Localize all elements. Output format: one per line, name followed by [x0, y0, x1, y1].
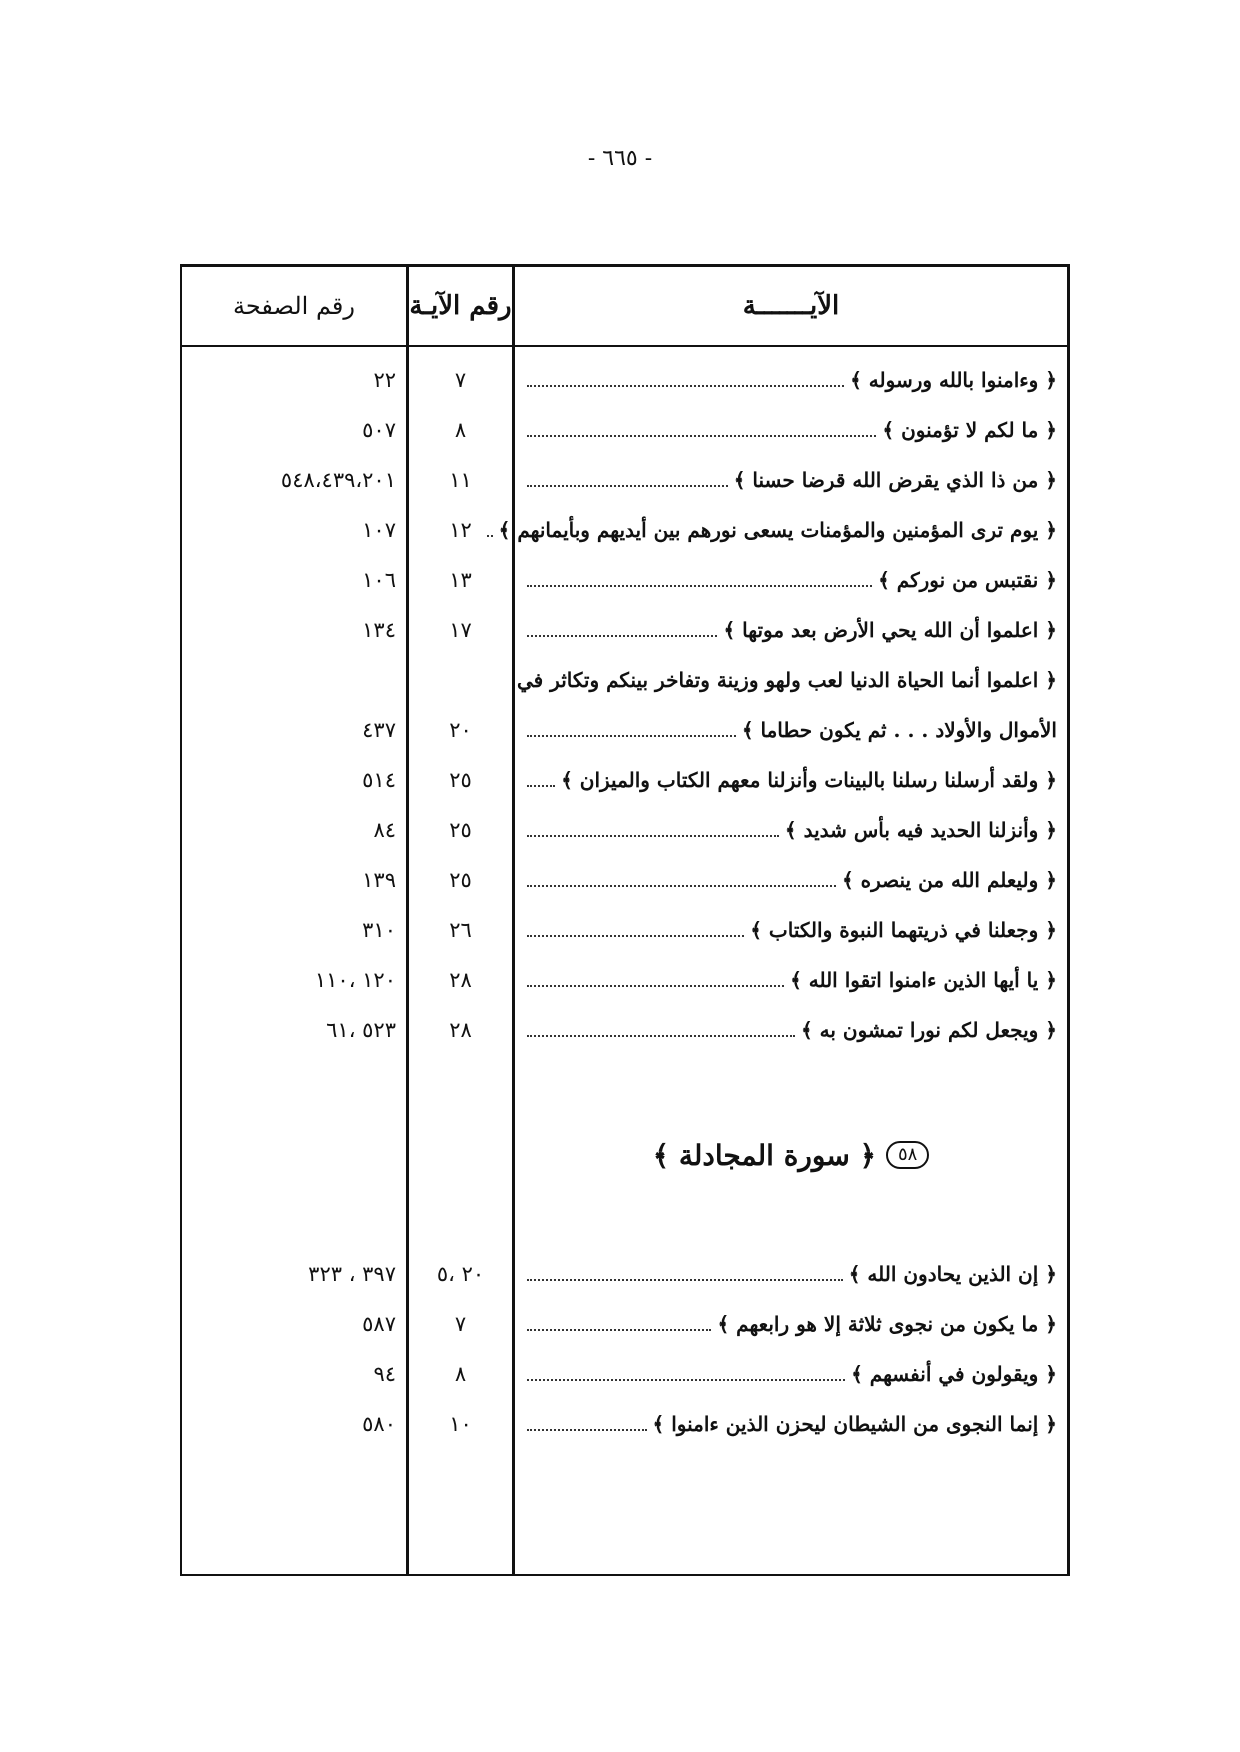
ayah-number: ١٧ [449, 618, 472, 642]
table-row [182, 1005, 1067, 1055]
page-ref: ١٢٠ ،١١٠ [314, 968, 396, 992]
header-divider [182, 345, 1067, 347]
verse-text: ﴿ نقتبس من نوركم ﴾ [878, 568, 1057, 592]
surah-title: ﴿ سورة المجادلة ﴾ [652, 1138, 876, 1172]
dot-leader [527, 1035, 795, 1037]
dot-leader [527, 435, 876, 437]
table-row [182, 455, 1067, 505]
page-ref: ٥٤٨،٤٣٩،٢٠١ [280, 468, 396, 492]
ayah-number: ٨ [454, 418, 467, 442]
verse-cell [527, 955, 1057, 1005]
dot-leader [527, 1279, 843, 1281]
header-ayah-number: رقم الآيـة [409, 291, 512, 321]
dot-leader [527, 1429, 647, 1431]
table-row [182, 955, 1067, 1005]
verse-text: ﴿ وجعلنا في ذريتهما النبوة والكتاب ﴾ [750, 918, 1057, 942]
verse-text: الأموال والأولاد . . . ثم يكون حطاما ﴾ [741, 718, 1057, 742]
verse-cell [527, 1299, 1057, 1349]
dot-leader [527, 885, 836, 887]
dot-leader [527, 635, 717, 637]
table-row [182, 855, 1067, 905]
page-ref: ٥٢٣ ،٦١ [326, 1018, 396, 1042]
dot-leader [527, 485, 728, 487]
table-row [182, 805, 1067, 855]
dot-leader [527, 1329, 711, 1331]
table-row [182, 1349, 1067, 1399]
page-number: - ٦٦٥ - [587, 146, 653, 171]
table-row [182, 655, 1067, 705]
verse-cell [527, 555, 1057, 605]
page-ref: ٥٨٠ [362, 1412, 396, 1436]
table-row [182, 1399, 1067, 1449]
verse-text: ﴿ يا أيها الذين ءامنوا اتقوا الله ﴾ [790, 968, 1057, 992]
verse-cell [527, 355, 1057, 405]
ayah-number: ٢٨ [449, 968, 472, 992]
verse-cell [498, 505, 1057, 555]
verse-text: ﴿ ما يكون من نجوى ثلاثة إلا هو رابعهم ﴾ [717, 1312, 1057, 1336]
page-ref: ١٣٩ [362, 868, 396, 892]
verse-cell [527, 1005, 1057, 1055]
verse-text: ﴿ ولقد أرسلنا رسلنا بالبينات وأنزلنا معهم الكتاب والميزان ﴾ [561, 768, 1057, 792]
dot-leader [527, 385, 844, 387]
ayah-number: ٢٦ [449, 918, 472, 942]
verse-cell [527, 405, 1057, 455]
page-ref: ٥٨٧ [362, 1312, 396, 1336]
verse-text: ﴿ ويجعل لكم نورا تمشون به ﴾ [801, 1018, 1057, 1042]
page-ref: ٣٩٧ ، ٣٢٣ [308, 1262, 396, 1286]
table-row [182, 505, 1067, 555]
verse-text: ﴿ ما لكم لا تؤمنون ﴾ [882, 418, 1057, 442]
table-row [182, 605, 1067, 655]
ayah-number: ٢٠ [449, 718, 472, 742]
ayah-number: ٢٥ [449, 768, 472, 792]
header-verse: الآيـــــــة [742, 291, 840, 321]
verse-text: ﴿ وليعلم الله من ينصره ﴾ [841, 868, 1057, 892]
table-row [182, 355, 1067, 405]
verse-text: ﴿ من ذا الذي يقرض الله قرضا حسنا ﴾ [733, 468, 1057, 492]
dot-leader [527, 935, 744, 937]
verse-text: ﴿ اعلموا أن الله يحي الأرض بعد موتها ﴾ [723, 618, 1057, 642]
table-row [182, 555, 1067, 605]
verse-cell [527, 1399, 1057, 1449]
verse-cell [527, 905, 1057, 955]
ayah-number: ٢٥ [449, 818, 472, 842]
verse-cell [516, 655, 1057, 705]
page-ref: ٤٣٧ [362, 718, 396, 742]
verse-text: ﴿ وءامنوا بالله ورسوله ﴾ [850, 368, 1057, 392]
ayah-number: ١١ [449, 468, 472, 492]
ayah-number: ١٣ [449, 568, 472, 592]
ayah-number: ٧ [454, 368, 467, 392]
verse-text: ﴿ ويقولون في أنفسهم ﴾ [851, 1362, 1057, 1386]
dot-leader [527, 1379, 845, 1381]
surah-number-badge: ٥٨ [886, 1141, 929, 1169]
ayah-number: ١٠ [449, 1412, 472, 1436]
page-ref: ١٣٤ [362, 618, 396, 642]
verse-cell [527, 1349, 1057, 1399]
verse-index-table [180, 264, 1070, 1576]
verse-text: ﴿ وأنزلنا الحديد فيه بأس شديد ﴾ [784, 818, 1057, 842]
page-ref: ١٠٧ [362, 518, 396, 542]
ayah-number: ٢٠ ،٥ [436, 1262, 485, 1286]
ayah-number: ٧ [454, 1312, 467, 1336]
dot-leader [527, 835, 779, 837]
page-ref: ١٠٦ [362, 568, 396, 592]
verse-text: ﴿ اعلموا أنما الحياة الدنيا لعب ولهو وزينة وتفاخر بينكم وتكاثر في [516, 668, 1057, 692]
verse-cell [527, 605, 1057, 655]
verse-cell [527, 455, 1057, 505]
page-ref: ٩٤ [373, 1362, 396, 1386]
verse-text: ﴿ إنما النجوى من الشيطان ليحزن الذين ءامنوا ﴾ [652, 1412, 1057, 1436]
dot-leader [527, 985, 784, 987]
ayah-number: ١٢ [449, 518, 472, 542]
header-page-number: رقم الصفحة [233, 292, 355, 320]
verse-cell [527, 755, 1057, 805]
table-row [182, 405, 1067, 455]
table-row [182, 705, 1067, 755]
surah-heading [515, 1127, 1067, 1183]
table-row [182, 905, 1067, 955]
dot-leader [527, 735, 736, 737]
page-ref: ٢٢ [373, 368, 396, 392]
verse-cell [527, 1249, 1057, 1299]
table-row [182, 1299, 1067, 1349]
verse-text: ﴿ يوم ترى المؤمنين والمؤمنات يسعى نورهم بين أيديهم وبأيمانهم ﴾ [498, 518, 1057, 542]
page-ref: ٨٤ [373, 818, 396, 842]
ayah-number: ٨ [454, 1362, 467, 1386]
page-ref: ٥٠٧ [362, 418, 396, 442]
verse-cell [527, 705, 1057, 755]
page-ref: ٣١٠ [362, 918, 396, 942]
ayah-number: ٢٨ [449, 1018, 472, 1042]
verse-text: ﴿ إن الذين يحادون الله ﴾ [848, 1262, 1057, 1286]
verse-cell [527, 805, 1057, 855]
ayah-number: ٢٥ [449, 868, 472, 892]
page-ref: ٥١٤ [362, 768, 396, 792]
table-row [182, 755, 1067, 805]
dot-leader [527, 785, 555, 787]
verse-cell [527, 855, 1057, 905]
dot-leader [527, 585, 872, 587]
table-row [182, 1249, 1067, 1299]
